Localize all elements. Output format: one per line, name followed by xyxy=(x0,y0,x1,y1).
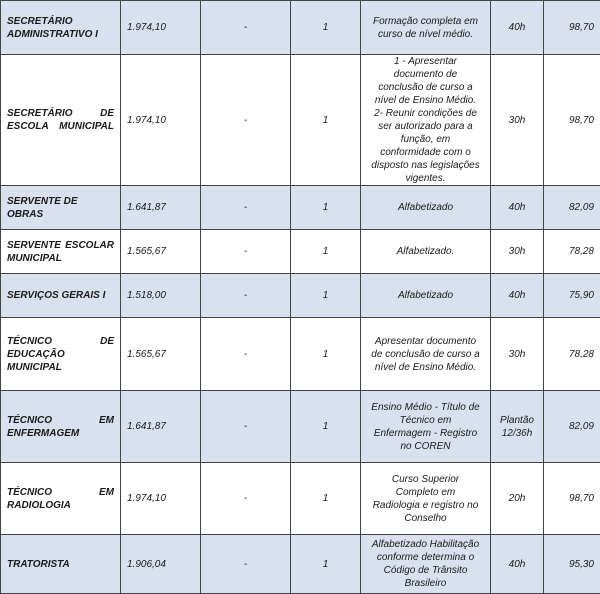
table-row xyxy=(1,274,600,318)
requisito-cell: Formação completa em curso de nível médio. xyxy=(361,1,491,55)
table-row xyxy=(1,1,600,55)
requisito-cell: Alfabetizado xyxy=(361,274,491,318)
table-row xyxy=(1,463,600,535)
taxa-cell: 78,28 xyxy=(544,230,600,274)
taxa-cell: 98,70 xyxy=(544,463,600,535)
carga-horaria-cell: 40h xyxy=(491,535,544,594)
carga-horaria-cell: 30h xyxy=(491,55,544,186)
cargo-line: SERVENTE DE OBRAS xyxy=(7,195,114,221)
extra-cell: - xyxy=(201,1,291,55)
cargo-cell xyxy=(1,391,121,463)
carga-horaria-cell: 40h xyxy=(491,1,544,55)
vagas-cell: 1 xyxy=(291,230,361,274)
cargo-cell xyxy=(1,186,121,230)
cargo-cell xyxy=(1,1,121,55)
table-row xyxy=(1,230,600,274)
salario-cell: 1.641,87 xyxy=(121,391,201,463)
salario-cell: 1.641,87 xyxy=(121,186,201,230)
carga-horaria-cell: 20h xyxy=(491,463,544,535)
requisito-cell: Alfabetizado Habilitação conforme determina o Código de Trânsito Brasileiro xyxy=(361,535,491,594)
vagas-cell: 1 xyxy=(291,391,361,463)
vagas-cell: 1 xyxy=(291,1,361,55)
cargo-line: ADMINISTRATIVO I xyxy=(7,28,114,41)
salario-cell: 1.974,10 xyxy=(121,463,201,535)
requisito-cell: Curso Superior Completo em Radiologia e registro no Conselho xyxy=(361,463,491,535)
salario-cell: 1.974,10 xyxy=(121,1,201,55)
cargo-cell xyxy=(1,230,121,274)
cargo-line: SERVENTE ESCOLAR xyxy=(7,239,114,252)
cargo-line: SECRETÁRIO DE xyxy=(7,107,114,120)
carga-horaria-cell: Plantão 12/36h xyxy=(491,391,544,463)
cargo-line: ENFERMAGEM xyxy=(7,427,114,440)
extra-cell: - xyxy=(201,318,291,391)
table-row xyxy=(1,186,600,230)
salario-cell: 1.906,04 xyxy=(121,535,201,594)
vagas-cell: 1 xyxy=(291,186,361,230)
cargo-line: RADIOLOGIA xyxy=(7,499,114,512)
vagas-cell: 1 xyxy=(291,55,361,186)
cargo-line: SECRETÁRIO xyxy=(7,15,114,28)
vagas-cell: 1 xyxy=(291,318,361,391)
vagas-cell: 1 xyxy=(291,463,361,535)
vagas-cell: 1 xyxy=(291,535,361,594)
cargo-cell xyxy=(1,318,121,391)
extra-cell: - xyxy=(201,463,291,535)
cargo-line: EDUCAÇÃO MUNICIPAL xyxy=(7,348,114,374)
taxa-cell: 95,30 xyxy=(544,535,600,594)
requisito-cell: Alfabetizado xyxy=(361,186,491,230)
extra-cell: - xyxy=(201,274,291,318)
cargo-cell xyxy=(1,274,121,318)
cargo-cell xyxy=(1,463,121,535)
requisito-cell: Ensino Médio - Título de Técnico em Enfermagem - Registro no COREN xyxy=(361,391,491,463)
cargo-line: TÉCNICO EM xyxy=(7,414,114,427)
requisito-cell: Apresentar documento de conclusão de curso a nível de Ensino Médio. xyxy=(361,318,491,391)
table-row xyxy=(1,391,600,463)
carga-horaria-cell: 30h xyxy=(491,230,544,274)
cargo-line: MUNICIPAL xyxy=(7,252,114,265)
requisito-cell: Alfabetizado. xyxy=(361,230,491,274)
carga-horaria-cell: 40h xyxy=(491,186,544,230)
cargo-line: ESCOLA MUNICIPAL xyxy=(7,120,114,133)
salario-cell: 1.565,67 xyxy=(121,230,201,274)
taxa-cell: 78,28 xyxy=(544,318,600,391)
cargo-line: TÉCNICO DE xyxy=(7,335,114,348)
cargo-cell xyxy=(1,55,121,186)
salario-cell: 1.565,67 xyxy=(121,318,201,391)
table-row xyxy=(1,318,600,391)
cargo-cell xyxy=(1,535,121,594)
cargo-line: TÉCNICO EM xyxy=(7,486,114,499)
cargo-line: TRATORISTA xyxy=(7,558,114,571)
salario-cell: 1.518,00 xyxy=(121,274,201,318)
taxa-cell: 82,09 xyxy=(544,391,600,463)
extra-cell: - xyxy=(201,230,291,274)
table-row xyxy=(1,535,600,594)
cargo-line: SERVIÇOS GERAIS I xyxy=(7,289,114,302)
table-row xyxy=(1,55,600,186)
taxa-cell: 82,09 xyxy=(544,186,600,230)
carga-horaria-cell: 30h xyxy=(491,318,544,391)
extra-cell: - xyxy=(201,55,291,186)
salario-cell: 1.974,10 xyxy=(121,55,201,186)
carga-horaria-cell: 40h xyxy=(491,274,544,318)
extra-cell: - xyxy=(201,186,291,230)
taxa-cell: 75,90 xyxy=(544,274,600,318)
extra-cell: - xyxy=(201,391,291,463)
requisito-cell: 1 - Apresentar documento de conclusão de curso a nível de Ensino Médio. 2- Reunir condições de ser autorizado para a função, em conformidade com o disposto nas legislações vigentes. xyxy=(361,55,491,186)
taxa-cell: 98,70 xyxy=(544,1,600,55)
extra-cell: - xyxy=(201,535,291,594)
vagas-cell: 1 xyxy=(291,274,361,318)
taxa-cell: 98,70 xyxy=(544,55,600,186)
